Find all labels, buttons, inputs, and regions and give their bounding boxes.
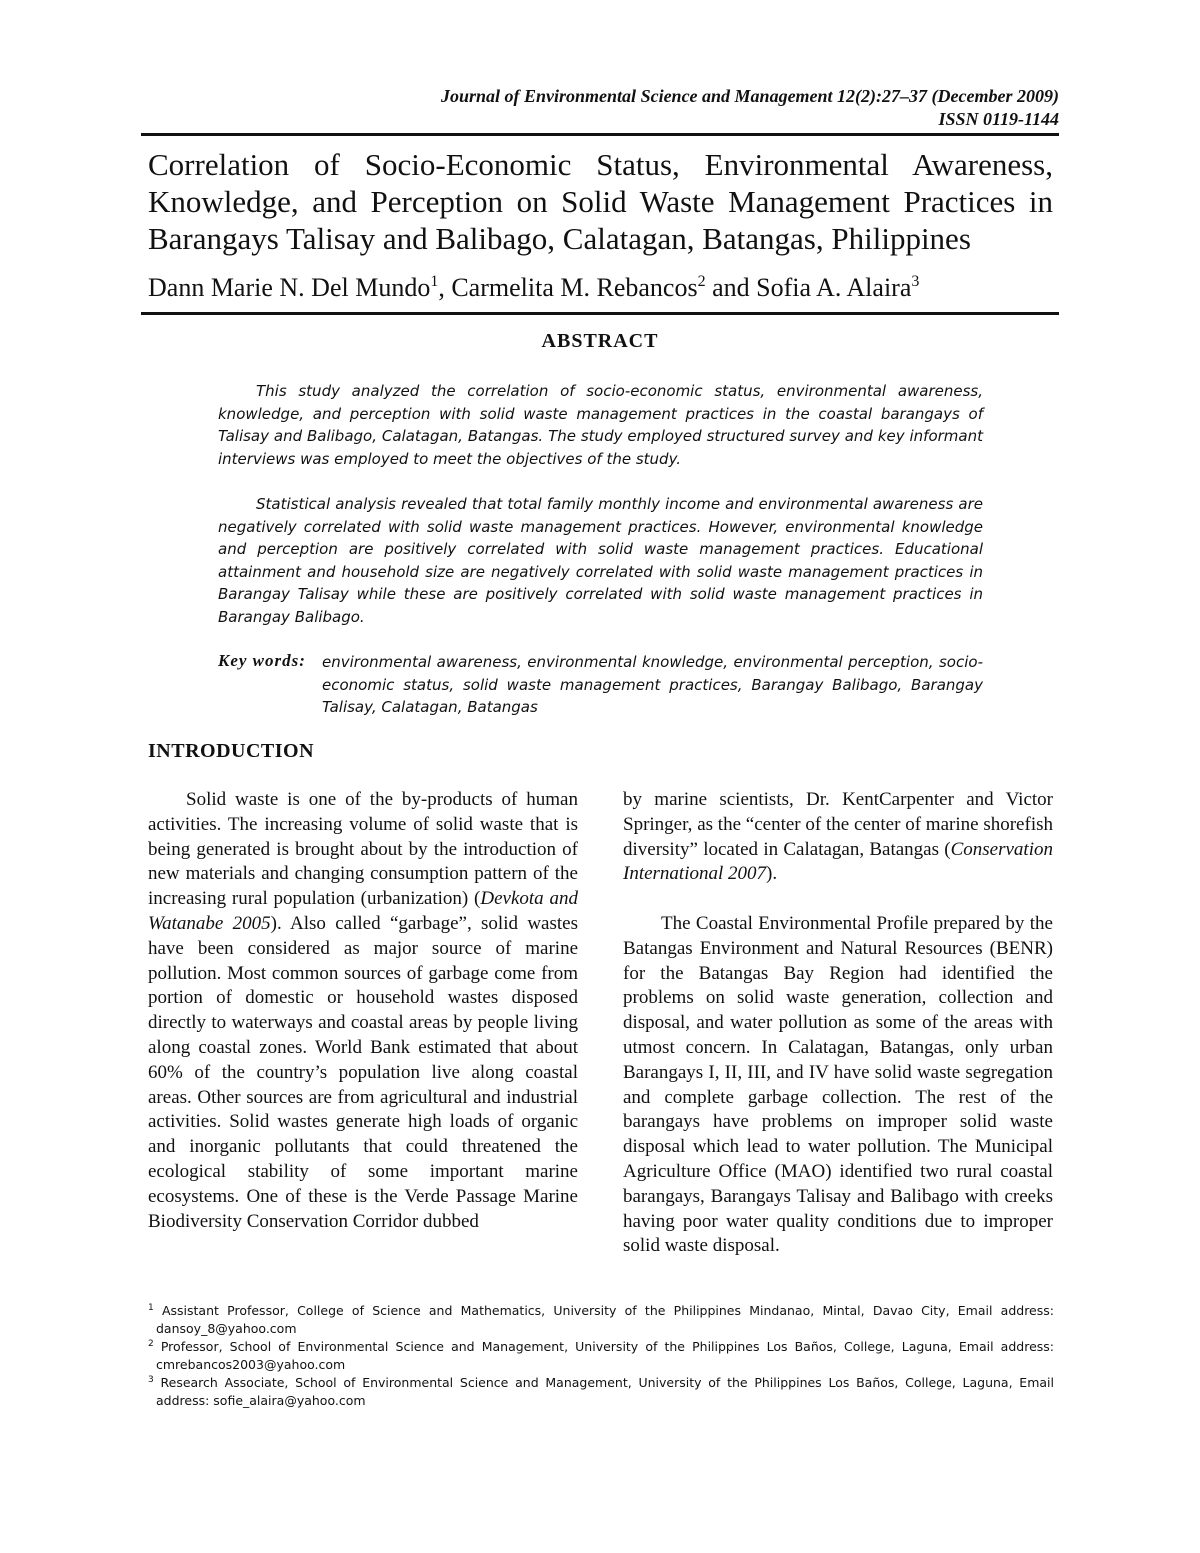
body-text: Solid waste is one of the by-products of human activities. The increasing volume of solid waste that is being generated is brought about by the introduction of new materials and changing consumption pattern of the increasing rural population (urbanization) ( (148, 789, 578, 910)
author-affiliation-mark: 3 (911, 273, 920, 290)
footnote-text: Research Associate, School of Environmental Science and Management, University of the Philippines Los Baños, College, Laguna, Email address: sofie_alaira@yahoo.com (156, 1375, 1054, 1408)
author-name: Dann Marie N. Del Mundo (148, 273, 431, 302)
body-text: The Coastal Environmental Profile prepared by the Batangas Environment and Natural Resources (BENR) for the Batangas Bay Region had identified the problems on solid waste generation, collection and disposal, and water pollution as some of the areas with utmost concern. In Calatagan, Batangas, only urban Barangays I, II, III, and IV have solid waste segregation and complete garbage collection. The rest of the barangays have problems on improper solid waste disposal which lead to water pollution. The Municipal Agriculture Office (MAO) identified two rural coastal barangays, Barangays Talisay and Balibago with creeks having poor water quality conditions due to improper solid waste disposal. (623, 912, 1053, 1257)
paper-title: Correlation of Socio-Economic Status, Environmental Awareness, Knowledge, and Perception on Solid Waste Management Practices in Barangays Talisay and Balibago, Calatagan, Batangas, Philippines (148, 147, 1053, 256)
footnote-mark: 3 (148, 1375, 154, 1385)
author-name: Carmelita M. Rebancos (451, 273, 698, 302)
author-affiliation-mark: 2 (697, 273, 706, 290)
body-text: ). Also called “garbage”, solid wastes have been considered as major source of marine pollution. Most common sources of garbage come from portion of domestic or household wastes disposed directly to waterways and coastal areas by people living along coastal zones. World Bank estimated that about 60% of the country’s population live along coastal areas. Other sources are from agricultural and industrial activities. Solid wastes generate high loads of organic and inorganic pollutants that could threatened the ecological stability of some important marine ecosystems. One of these is the Verde Passage Marine Biodiversity Conservation Corridor dubbed (148, 912, 578, 1232)
footnote-mark: 1 (148, 1303, 154, 1313)
author-separator: , (438, 273, 452, 302)
author-line (148, 272, 1053, 304)
abstract-heading: ABSTRACT (541, 330, 659, 352)
footnote (148, 1374, 1054, 1410)
footnote-text: Assistant Professor, College of Science and Mathematics, University of the Philippines Mindanao, Mintal, Davao City, Email address: dansoy_8@yahoo.com (156, 1303, 1054, 1336)
journal-citation: Journal of Environmental Science and Management 12(2):27–37 (December 2009) (441, 86, 1059, 106)
running-header (441, 85, 1059, 131)
citation: Conservation International 2007 (623, 838, 1053, 885)
header-rule (141, 133, 1059, 136)
right-column (623, 788, 1053, 1259)
footnote-mark: 2 (148, 1339, 154, 1349)
left-column (148, 788, 578, 1234)
citation: Devkota and Watanabe 2005 (148, 888, 578, 934)
author-separator: and (705, 273, 757, 302)
abstract-text: Statistical analysis revealed that total family monthly income and environmental awareness are negatively correlated with solid waste management practices. However, environmental knowledge and perception are positively correlated with solid waste management practices. Educational attainment and household size are negatively correlated with solid waste management practices in Barangay Talisay while these are positively correlated with solid waste management practices in Barangay Balibago. (218, 495, 983, 626)
body-paragraph (623, 788, 1053, 887)
abstract-paragraph (218, 493, 983, 628)
footnote (148, 1302, 1054, 1338)
author-affiliation-mark: 1 (430, 273, 439, 290)
issn: ISSN 0119-1144 (938, 109, 1059, 129)
keywords-list: environmental awareness, environmental knowledge, environmental perception, socio-economic status, solid waste management practices, Barangay Balibago, Barangay Talisay, Calatagan, Batangas (322, 653, 983, 716)
footnote-text: Professor, School of Environmental Science and Management, University of the Philippines Los Baños, College, Laguna, Email address: cmrebancos2003@yahoo.com (156, 1339, 1054, 1372)
body-paragraph (148, 788, 578, 1234)
body-paragraph (623, 912, 1053, 1259)
abstract-text: This study analyzed the correlation of socio-economic status, environmental awareness, knowledge, and perception with solid waste management practices in the coastal barangays of Talisay and Balibago, Calatagan, Batangas. The study employed structured survey and key informant interviews was employed to meet the objectives of the study. (218, 382, 983, 468)
author-name: Sofia A. Alaira (756, 273, 912, 302)
body-text: by marine scientists, Dr. KentCarpenter and Victor Springer, as the “center of the center of marine shorefish diversity” located in Calatagan, Batangas ( (623, 789, 1053, 860)
footnote (148, 1338, 1054, 1374)
keywords-label: Key words: (218, 651, 306, 670)
section-heading-introduction: INTRODUCTION (148, 740, 315, 762)
footnotes (148, 1302, 1054, 1410)
body-text: ). (766, 863, 778, 885)
abstract-paragraph (218, 380, 983, 470)
title-block-rule (141, 312, 1059, 315)
